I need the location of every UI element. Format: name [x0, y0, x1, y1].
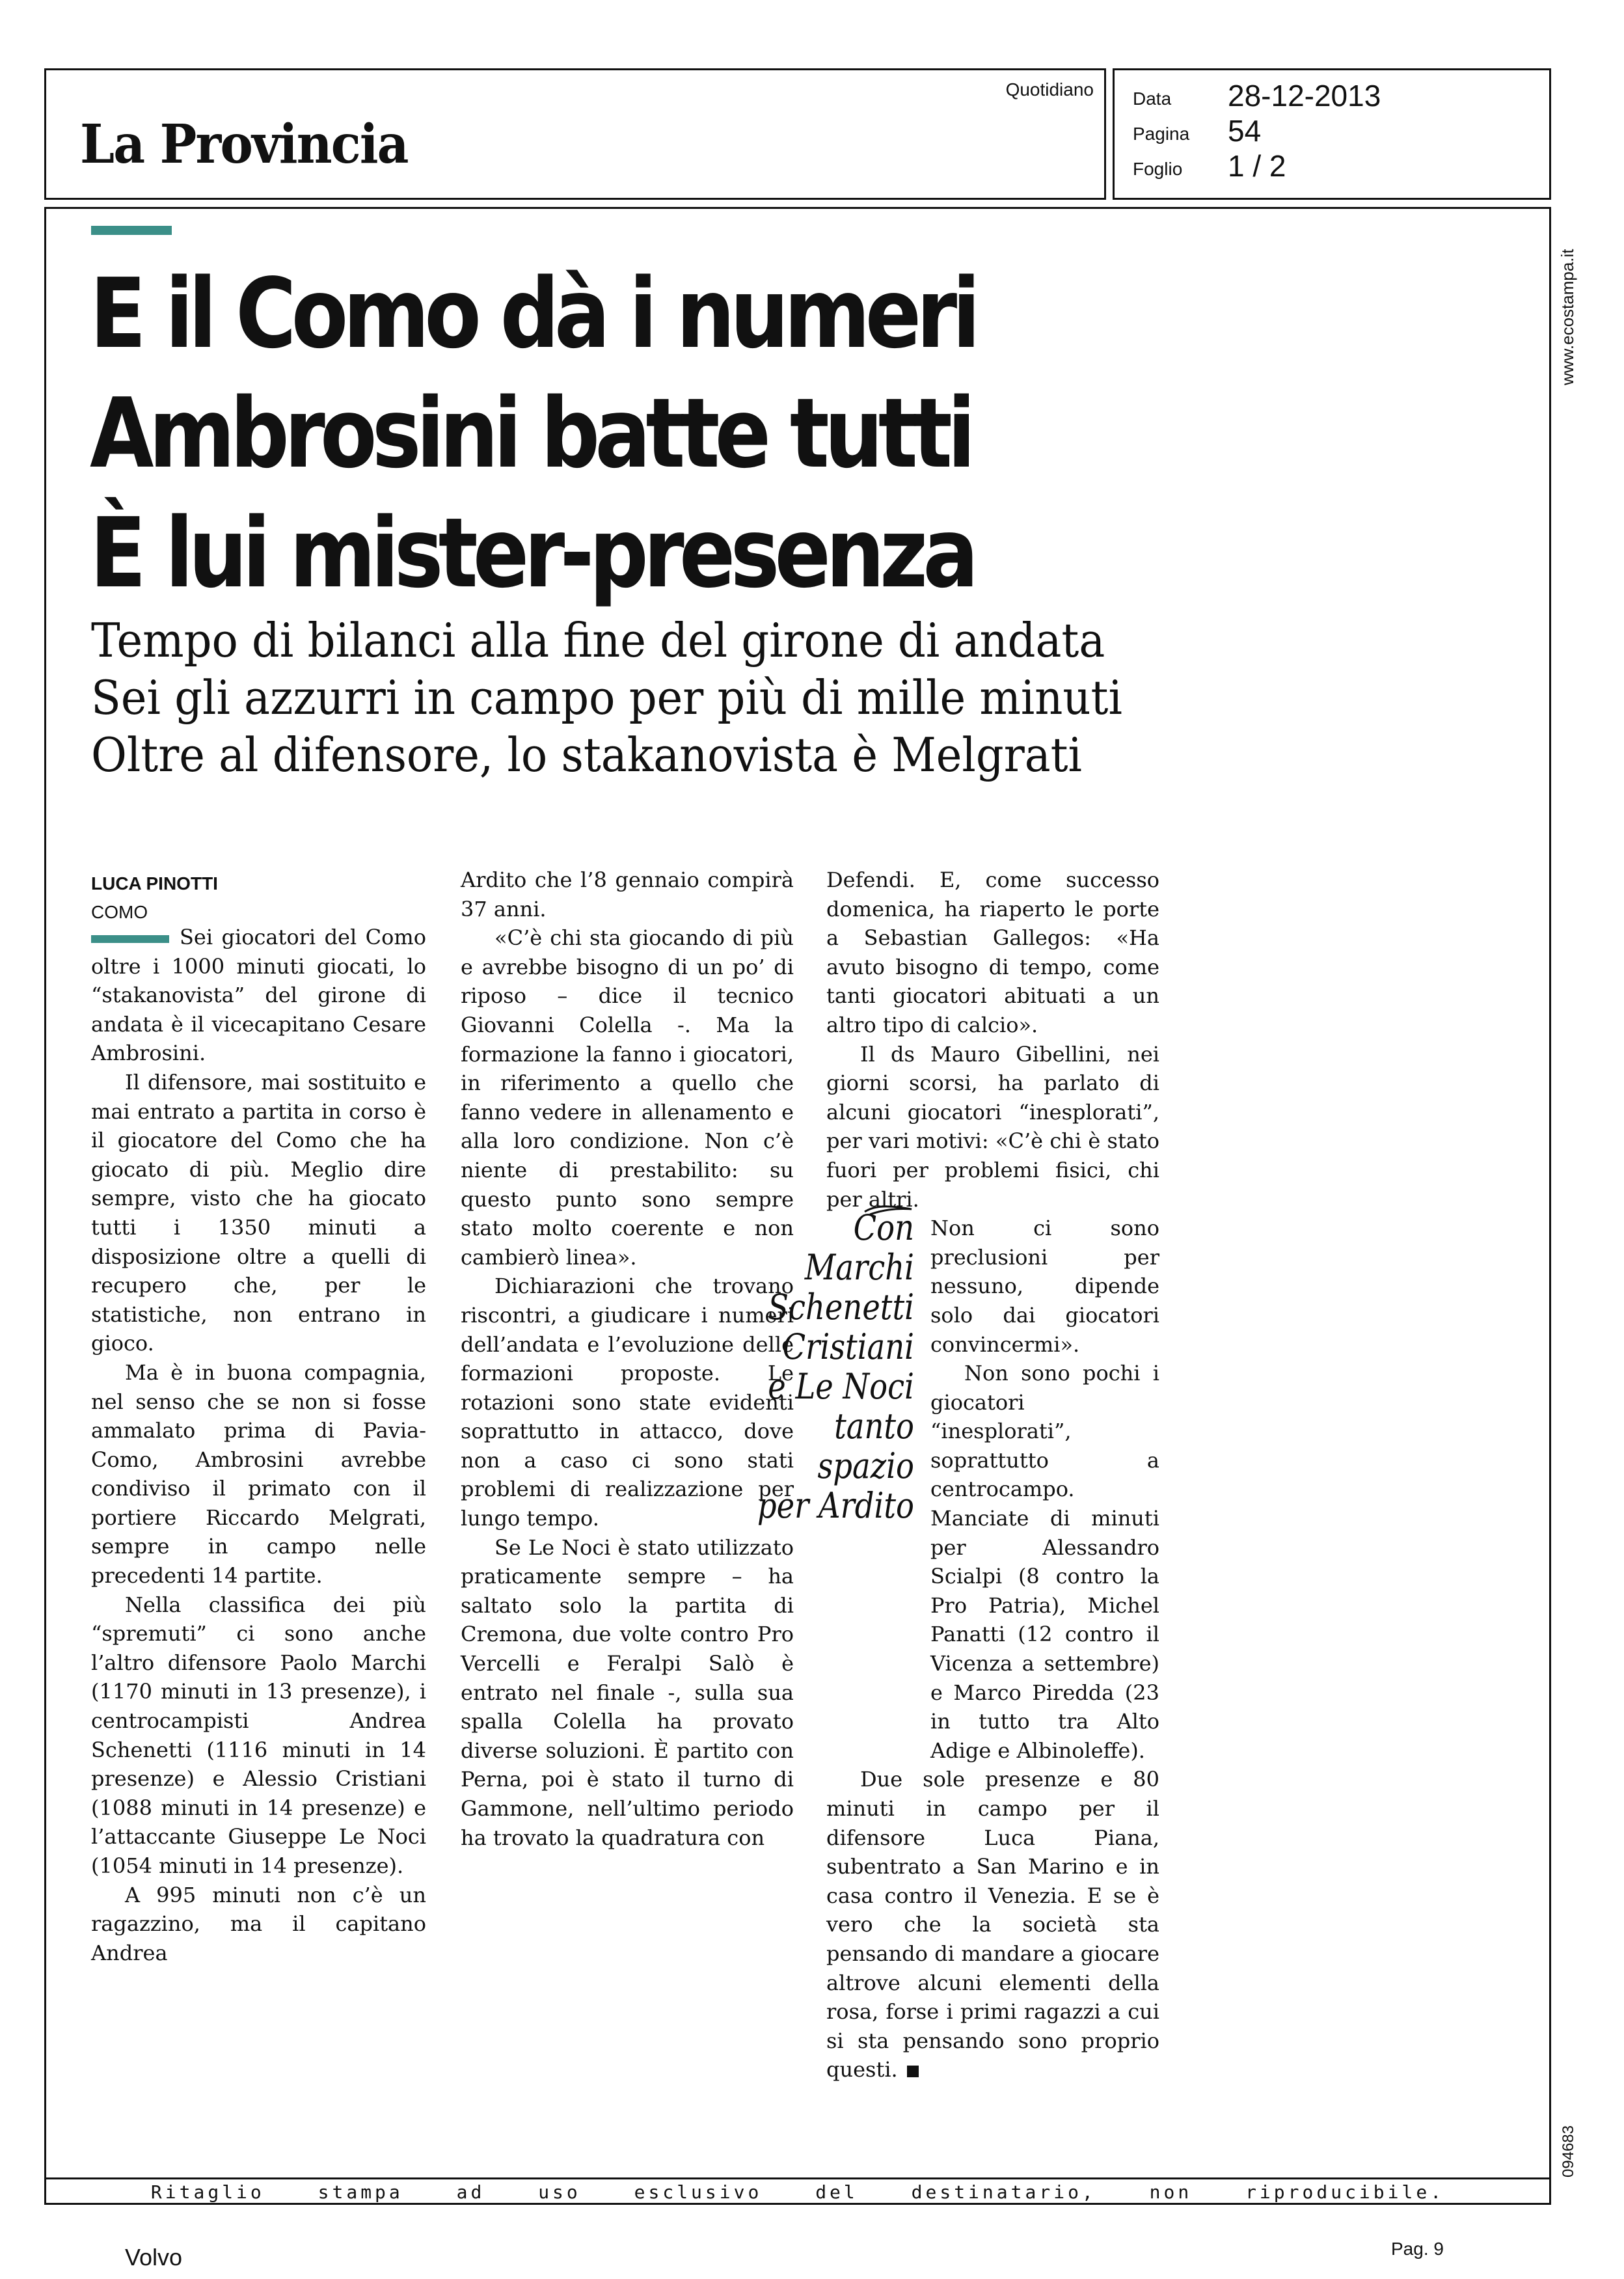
pull-quote-line: Schenetti [768, 1287, 914, 1328]
subheadline-line: Tempo di bilanci alla fine del girone di andata [91, 613, 1105, 668]
page-number: Pag. 9 [1391, 2239, 1444, 2259]
paragraph: Se Le Noci è stato utilizzato praticamente sempre – ha saltato solo la partita di Cremona, due volte contro Pro Vercelli e Feralpi Salò è entrato nel finale -, sulla sua spalla Colella ha provato diverse soluzioni. È partito con Perna, poi è stato il turno di Gammone, nell’ultimo periodo ha trovato la quadratura con [461, 1535, 794, 1850]
paragraph: A 995 minuti non c’è un ragazzino, ma il capitano Andrea [91, 1882, 426, 1965]
paragraph-text: Due sole presenze e 80 minuti in campo per il difensore Luca Piana, subentrato a San Marino e in casa contro il Venezia. E se è vero che la società sta pensando di mandare a giocare altrove alcuni elementi della rosa, forse i primi ragazzi a cui si sta pensando sono proprio questi. [826, 1767, 1159, 2082]
client-name: Volvo [125, 2244, 183, 2271]
pull-quote-line: per Ardito [757, 1485, 914, 1526]
side-url-text [1550, 221, 1589, 390]
dateline-location: COMO [91, 902, 148, 922]
pull-quote-line: Con Marchi [804, 1207, 914, 1288]
page-value: 54 [1228, 114, 1262, 148]
subheadline-line: Oltre al difensore, lo stakanovista è Melgrati [91, 728, 1082, 782]
sheet-label: Foglio [1133, 159, 1183, 179]
footer-rule [44, 2177, 1551, 2179]
paragraph: Sei giocatori del Como oltre i 1000 minuti giocati, lo “stakanovista” del girone di andata è il vicecapitano Cesare Ambrosini. [91, 923, 426, 1068]
date-label: Data [1133, 89, 1172, 109]
sheet-value: 1 / 2 [1228, 149, 1286, 183]
pull-quote [735, 1191, 914, 1525]
accent-bar [91, 226, 172, 235]
paragraph: Non sono pochi i giocatori “inesplorati”, soprattutto a centrocampo. Manciate di minuti per Alessandro Scialpi (8 contro la Pro Patria), Michel Panatti (12 contro il Vicenza a settembre) e Marco Piredda (23 in tutto tra Alto Adige e Albinoleffe). [930, 1361, 1159, 1763]
paragraph: Ma è in buona compagnia, nel senso che se non si fosse ammalato prima di Pavia-Como, Ambrosini avrebbe condiviso il primato con il portiere Riccardo Melgrati, sempre in campo nelle precedenti 14 partite. [91, 1359, 426, 1589]
paragraph: Dichiarazioni che trovano riscontri, a giudicare i numeri dell’andata e l’evoluzione delle formazioni proposte. Le rotazioni sono state evidenti soprattutto in attacco, dove non a caso ci sono stati problemi di realizzazione per lungo tempo. [461, 1274, 794, 1531]
side-code-text [1550, 2115, 1589, 2180]
byline: LUCA PINOTTI [91, 873, 218, 894]
pull-quote-line: e Le Noci [768, 1366, 914, 1407]
meta-box [1113, 68, 1551, 200]
page-label: Pagina [1133, 124, 1190, 144]
headline [90, 254, 975, 613]
reproduction-disclaimer: Ritaglio stampa ad uso esclusivo del destinatario, non riproducibile. [150, 2181, 1445, 2203]
masthead-box [44, 68, 1106, 200]
side-url: www.ecostampa.it [1558, 249, 1577, 385]
date-value: 28-12-2013 [1228, 79, 1381, 113]
paragraph: Il difensore, mai sostituito e mai entrato a partita in corso è il giocatore del Como che ha giocato di più. Meglio dire sempre, visto che ha giocato tutti i 1350 minuti a disposizione oltre a quelli di recupero che, per le statistiche, non entrano in gioco. [91, 1069, 426, 1356]
pull-quote-line: tanto spazio [817, 1406, 914, 1486]
subheadline-line: Sei gli azzurri in campo per più di mille minuti [91, 670, 1122, 725]
side-code: 094683 [1560, 2125, 1577, 2177]
newspaper-title: La Provincia [80, 113, 408, 176]
paragraph: Defendi. E, come successo domenica, ha riaperto le porte a Sebastian Gallegos: «Ha avuto bisogno di tempo, come tanti giocatori abituati a un altro tipo di calcio». [826, 867, 1159, 1037]
article-column-1 [91, 923, 426, 1967]
subheadline [91, 612, 1122, 784]
paragraph: Ardito che l’8 gennaio compirà 37 anni. [461, 867, 794, 921]
paragraph: Il ds Mauro Gibellini, nei giorni scorsi, ha parlato di alcuni giocatori “inesplorati”, per vari motivi: «C’è chi è stato fuori per problemi fisici, chi per altri. [826, 1041, 1159, 1212]
paragraph: Non ci sono preclusioni per nessuno, dipende solo dai giocatori convincermi». [930, 1216, 1159, 1357]
pull-quote-line: Cristiani [782, 1326, 914, 1367]
headline-line: È lui mister-presenza [90, 497, 974, 609]
paragraph [826, 1765, 1159, 2084]
paragraph: «C’è chi sta giocando di più e avrebbe bisogno di un po’ di riposo – dice il tecnico Giovanni Colella -. Ma la formazione la fanno i giocatori, in riferimento a quello che fanno vedere in allenamento e alla loro condizione. Non c’è niente di prestabilito: su questo punto sono sempre stato molto coerente e non cambierò linea». [461, 925, 794, 1270]
headline-line: Ambrosini batte tutti [90, 377, 971, 489]
publication-type: Quotidiano [1005, 79, 1094, 100]
end-of-article-mark [907, 2066, 919, 2077]
headline-line: E il Como dà i numeri [90, 258, 976, 370]
paragraph: Nella classifica dei più “spremuti” ci sono anche l’altro difensore Paolo Marchi (1170 minuti in 13 presenze), i centrocampisti Andrea Schenetti (1116 minuti in 14 presenze) e Alessio Cristiani (1088 minuti in 14 presenze) e l’attaccante Giuseppe Le Noci (1054 minuti in 14 presenze). [91, 1592, 426, 1878]
